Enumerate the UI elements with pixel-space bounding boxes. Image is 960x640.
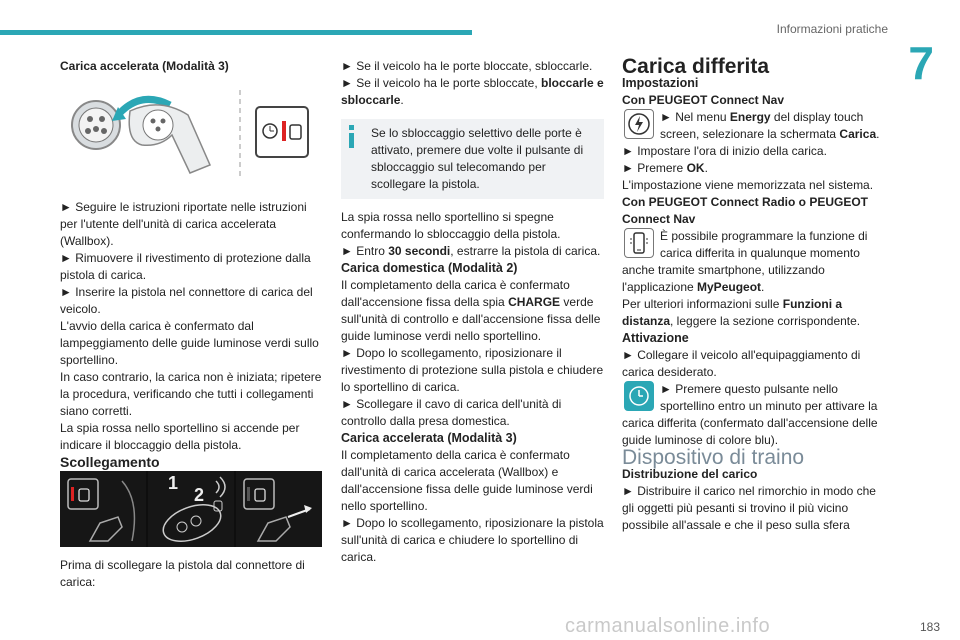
charge-icon [624, 109, 654, 139]
body-text: Per ulteriori informazioni sulle Funzioni a distanza, leggere la sezione corrispondente. [622, 297, 861, 328]
instruction-text: ► Inserire la pistola nel connettore di carica del veicolo. [60, 285, 313, 316]
charging-connector-illustration [60, 85, 322, 183]
body-text: La spia rossa nello sportellino si spegne confermando lo sbloccaggio della pistola. [341, 210, 561, 241]
instruction-text: ► Scollegare il cavo di carica dell'unità di controllo dalla presa domestica. [341, 397, 562, 428]
connector-plug-icon [60, 85, 322, 183]
unlock-sequence-illustration [60, 471, 322, 547]
subheading-nav: Con PEUGEOT Connect Nav [622, 93, 785, 107]
info-icon [347, 125, 361, 149]
charging-flap-panel [60, 471, 146, 547]
instruction-text: ► Se il veicolo ha le porte bloccate, sbloccarle. [341, 59, 593, 73]
body-text: Il completamento della carica è confermato dall'accensione fissa della spia CHARGE verde sull'unità di controllo e dall'accensione fissa delle guide luminose verdi nello sportellino. [341, 278, 601, 343]
body-text: L'avvio della carica è confermato dal lampeggiamento delle guide luminose verdi sullo sportellino. [60, 319, 319, 367]
running-header: Informazioni pratiche [776, 22, 888, 36]
instruction-text: ► Impostare l'ora di inizio della carica. [622, 144, 827, 158]
instruction-text: ► Dopo lo scollegamento, riposizionare il rivestimento di protezione sulla pistola e chiudere lo sportellino di carica. [341, 346, 604, 394]
subheading-activation: Attivazione [622, 331, 689, 345]
section-heading: Carica domestica (Modalità 2) [341, 261, 518, 275]
subheading-radio: Con PEUGEOT Connect Radio o PEUGEOT Connect Nav [622, 195, 869, 226]
instruction-text: ► Seguire le istruzioni riportate nelle istruzioni per l'utente dell'unità di carica accelerata (Wallbox). [60, 200, 307, 248]
page-number: 183 [919, 620, 940, 634]
info-box [341, 119, 604, 199]
deferred-charge-button-icon [624, 381, 654, 411]
svg-text:1: 1 [168, 473, 179, 493]
column-left [60, 58, 322, 591]
svg-text:2: 2 [194, 485, 205, 505]
chapter-number: 7 [908, 37, 934, 89]
body-text: La spia rossa nello sportellino si accende per indicare il bloccaggio della pistola. [60, 421, 300, 452]
instruction-text: ► Rimuovere il rivestimento di protezione dalla pistola di carica. [60, 251, 311, 282]
subheading-load: Distribuzione del carico [622, 467, 758, 481]
body-text: Il completamento della carica è confermato dall'unità di carica accelerata (Wallbox) e dall'accensione fissa delle guide luminose verdi nello sportellino. [341, 448, 593, 513]
section-heading-unplug: Scollegamento [60, 454, 160, 470]
section-heading: Carica accelerata (Modalità 3) [341, 431, 517, 445]
instruction-text: ► Collegare il veicolo all'equipaggiamento di carica desiderato. [622, 348, 861, 379]
header-accent-bar [0, 30, 472, 35]
instruction-text: ► Distribuire il carico nel rimorchio in modo che gli oggetti più pesanti si trovino il più vicino possibile all'assale e che il peso sulla sfera [622, 484, 876, 532]
section-heading: Carica accelerata (Modalità 3) [60, 59, 229, 73]
section-title-towing: Dispositivo di traino [622, 446, 805, 469]
column-middle [341, 58, 604, 566]
body-text: In caso contrario, la carica non è iniziata; ripetere la procedura, verificando che tutti i collegamenti siano corretti. [60, 370, 322, 418]
body-text: L'impostazione viene memorizzata nel sistema. [622, 178, 874, 192]
body-text: Prima di scollegare la pistola dal connettore di carica: [60, 558, 305, 589]
body-text: È possibile programmare la funzione di carica differita in qualunque momento anche tramite smartphone, utilizzando l'applicazione MyPeugeot. [622, 229, 868, 294]
instruction-text: ► Entro 30 secondi, estrarre la pistola di carica. [341, 244, 601, 258]
section-title: Carica differita [622, 55, 770, 78]
info-text: Se lo sbloccaggio selettivo delle porte è attivato, premere due volte il pulsante di sbloccaggio sul telecomando per scollegare la pistola. [371, 126, 584, 191]
smartphone-icon [624, 228, 654, 258]
column-right [622, 55, 884, 534]
instruction-text: ► Premere OK. [622, 161, 708, 175]
instruction-text: ► Premere questo pulsante nello sportellino entro un minuto per attivare la carica differita (confermato dall'accensione delle guide luminose di colore blu). [622, 382, 878, 447]
instruction-text: ► Se il veicolo ha le porte sbloccate, bloccarle e sbloccarle. [341, 76, 604, 107]
watermark: carmanualsonline.info [565, 615, 771, 637]
instruction-text: ► Dopo lo scollegamento, riposizionare la pistola sull'unità di carica e chiudere lo sportellino di carica. [341, 516, 604, 564]
instruction-text: ► Nel menu Energy del display touch screen, selezionare la schermata Carica. [660, 110, 880, 141]
remote-key-panel [148, 471, 234, 547]
charging-flap-panel-2 [236, 471, 322, 547]
subheading-settings: Impostazioni [622, 76, 699, 90]
